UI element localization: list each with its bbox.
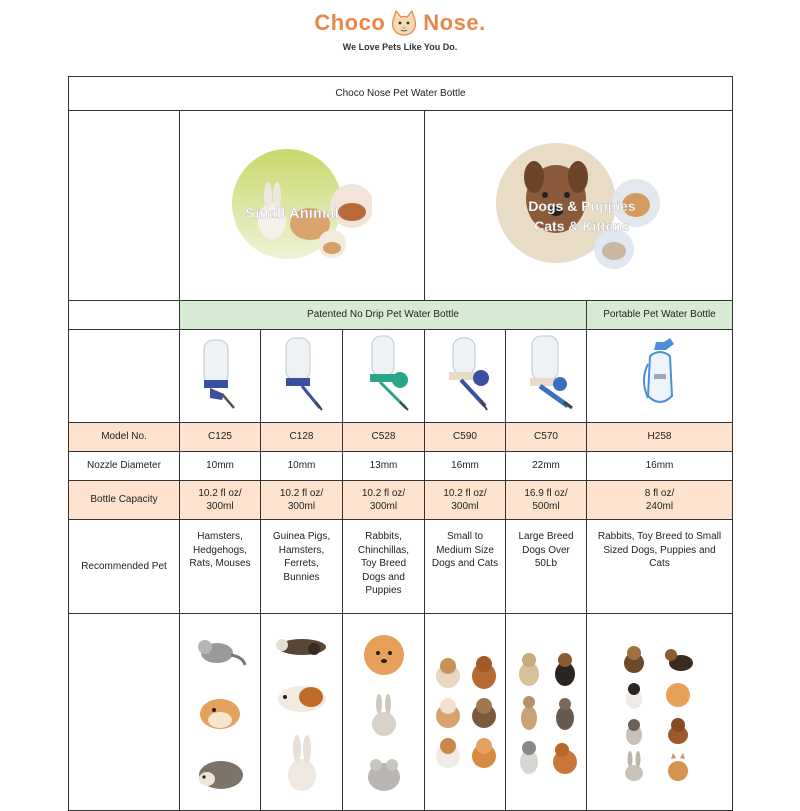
logo-word-left: Choco bbox=[314, 10, 386, 35]
dogs-cats-collage-image bbox=[494, 141, 664, 271]
dog-image bbox=[512, 692, 546, 732]
capacity-oz: 8 fl oz/ bbox=[644, 487, 675, 499]
brand-header bbox=[0, 8, 800, 52]
model-value-c125: C125 bbox=[180, 423, 261, 452]
group-portable: Portable Pet Water Bottle bbox=[587, 301, 733, 330]
dog-image bbox=[661, 641, 695, 675]
capacity-oz: 10.2 fl oz/ bbox=[198, 487, 242, 499]
capacity-oz: 10.2 fl oz/ bbox=[443, 487, 487, 499]
dog-image bbox=[431, 694, 465, 730]
rec-line: Hamsters, bbox=[197, 531, 243, 542]
rec-line: Rats, Mouses bbox=[189, 558, 251, 569]
capacity-oz: 10.2 fl oz/ bbox=[361, 487, 406, 499]
capacity-ml: 300ml bbox=[206, 501, 234, 512]
model-value-c128: C128 bbox=[261, 423, 343, 452]
nozzle-label: Nozzle Diameter bbox=[69, 452, 180, 481]
capacity-label: Bottle Capacity bbox=[69, 481, 180, 520]
recommended-c528 bbox=[343, 520, 425, 614]
dog-image bbox=[467, 654, 501, 690]
capacity-value-c125 bbox=[180, 481, 261, 520]
capacity-oz: 16.9 fl oz/ bbox=[524, 487, 568, 499]
capacity-ml: 300ml bbox=[369, 501, 398, 512]
rabbit-image bbox=[617, 749, 651, 783]
group-empty-cell bbox=[69, 301, 180, 330]
sugar-glider-image bbox=[193, 633, 247, 669]
model-value-c570: C570 bbox=[506, 423, 587, 452]
capacity-value-h258 bbox=[587, 481, 733, 520]
dog-image bbox=[512, 736, 546, 776]
logo bbox=[0, 8, 800, 38]
pets-h258 bbox=[587, 614, 733, 811]
product-image-c528 bbox=[343, 330, 425, 423]
recommended-c590 bbox=[425, 520, 506, 614]
capacity-ml: 300ml bbox=[287, 501, 316, 512]
recommended-c128 bbox=[261, 520, 343, 614]
model-value-c590: C590 bbox=[425, 423, 506, 452]
rec-line: Ferrets, bbox=[284, 558, 319, 569]
table-title: Choco Nose Pet Water Bottle bbox=[69, 77, 733, 111]
dog-image bbox=[617, 677, 651, 711]
pomeranian-image bbox=[361, 631, 407, 677]
rec-line: Medium Size bbox=[436, 544, 494, 556]
rec-line: Small to bbox=[446, 531, 484, 542]
recommended-c125 bbox=[180, 520, 261, 614]
nozzle-value-c125: 10mm bbox=[180, 452, 261, 481]
dog-image bbox=[617, 713, 651, 747]
capacity-value-c528 bbox=[343, 481, 425, 520]
hero-empty-cell bbox=[69, 111, 180, 301]
rec-line: Guinea Pigs, bbox=[272, 531, 331, 542]
hamster-image bbox=[196, 692, 244, 732]
pets-c125 bbox=[180, 614, 261, 811]
rec-line: 50Lb bbox=[534, 558, 558, 569]
nozzle-value-c128: 10mm bbox=[261, 452, 343, 481]
tagline: We Love Pets Like You Do. bbox=[342, 42, 458, 52]
dog-image bbox=[548, 648, 582, 688]
recommended-c570 bbox=[506, 520, 587, 614]
capacity-ml: 240ml bbox=[645, 501, 674, 512]
pets-c590 bbox=[425, 614, 506, 811]
dogs-puppies-label: Dogs & Puppies bbox=[527, 197, 636, 214]
water-bottle-c590-image bbox=[435, 334, 495, 414]
small-animal-label: Small Animal bbox=[245, 204, 339, 222]
hero-dogs-cats bbox=[425, 111, 733, 301]
rec-line: Rabbits, Toy Breed to Small bbox=[597, 531, 722, 542]
nozzle-value-c570: 22mm bbox=[506, 452, 587, 481]
group-no-drip: Patented No Drip Pet Water Bottle bbox=[180, 301, 587, 330]
product-image-h258 bbox=[587, 330, 733, 423]
dog-image bbox=[431, 734, 465, 770]
guinea-pig-image bbox=[275, 679, 329, 715]
dog-image bbox=[431, 654, 465, 690]
pets-c528 bbox=[343, 614, 425, 811]
model-label: Model No. bbox=[69, 423, 180, 452]
rec-line: Chinchillas, bbox=[357, 544, 410, 556]
dog-image bbox=[467, 694, 501, 730]
rec-line: Hamsters, bbox=[278, 544, 325, 556]
hero-small-animal bbox=[180, 111, 425, 301]
dog-image bbox=[512, 648, 546, 688]
dog-image bbox=[548, 736, 582, 776]
rec-line: Dogs and Cats bbox=[431, 558, 499, 569]
product-empty-cell bbox=[69, 330, 180, 423]
product-image-c570 bbox=[506, 330, 587, 423]
water-bottle-c125-image bbox=[190, 334, 250, 414]
pets-c128 bbox=[261, 614, 343, 811]
capacity-value-c128 bbox=[261, 481, 343, 520]
small-animal-collage-image bbox=[232, 146, 372, 266]
model-value-c528: C528 bbox=[343, 423, 425, 452]
cat-face-icon bbox=[389, 8, 419, 38]
rec-line: Dogs and bbox=[362, 571, 405, 583]
capacity-ml: 300ml bbox=[451, 501, 479, 512]
pets-c570 bbox=[506, 614, 587, 811]
chinchilla-image bbox=[364, 755, 404, 793]
dog-image bbox=[661, 677, 695, 711]
cats-kittens-label: Cats & Kittens bbox=[533, 217, 630, 234]
logo-word-right: Nose. bbox=[423, 10, 486, 35]
nozzle-value-c528: 13mm bbox=[343, 452, 425, 481]
rec-line: Puppies bbox=[365, 585, 402, 596]
cat-image bbox=[661, 749, 695, 783]
capacity-ml: 500ml bbox=[532, 501, 560, 512]
nozzle-value-h258: 16mm bbox=[587, 452, 733, 481]
rec-line: Dogs Over bbox=[522, 544, 570, 556]
product-image-c125 bbox=[180, 330, 261, 423]
product-image-c128 bbox=[261, 330, 343, 423]
rec-line: Rabbits, bbox=[365, 531, 402, 542]
dog-image bbox=[548, 692, 582, 732]
water-bottle-c570-image bbox=[516, 334, 576, 414]
rec-line: Bunnies bbox=[283, 571, 320, 583]
rec-line: Sized Dogs, Puppies and bbox=[603, 544, 716, 556]
rec-line: Cats bbox=[649, 558, 670, 569]
product-comparison-table bbox=[68, 76, 733, 811]
model-value-h258: H258 bbox=[587, 423, 733, 452]
capacity-oz: 10.2 fl oz/ bbox=[279, 487, 324, 499]
portable-bottle-h258-image bbox=[630, 334, 690, 414]
pets-empty-cell bbox=[69, 614, 180, 811]
nozzle-value-c590: 16mm bbox=[425, 452, 506, 481]
product-image-c590 bbox=[425, 330, 506, 423]
recommended-label: Recommended Pet bbox=[69, 520, 180, 614]
water-bottle-c528-image bbox=[354, 334, 414, 414]
rec-line: Toy Breed bbox=[360, 558, 407, 569]
water-bottle-c128-image bbox=[272, 334, 332, 414]
rec-line: Hedgehogs, bbox=[193, 544, 247, 556]
dog-image bbox=[661, 713, 695, 747]
capacity-value-c570 bbox=[506, 481, 587, 520]
rec-line: Large Breed bbox=[518, 531, 574, 542]
dog-image bbox=[467, 734, 501, 770]
rabbit-image bbox=[366, 694, 402, 738]
dog-image bbox=[617, 641, 651, 675]
hedgehog-image bbox=[195, 755, 245, 791]
ferret-image bbox=[272, 631, 332, 661]
rabbit-image bbox=[282, 733, 322, 793]
capacity-value-c590 bbox=[425, 481, 506, 520]
recommended-h258 bbox=[587, 520, 733, 614]
